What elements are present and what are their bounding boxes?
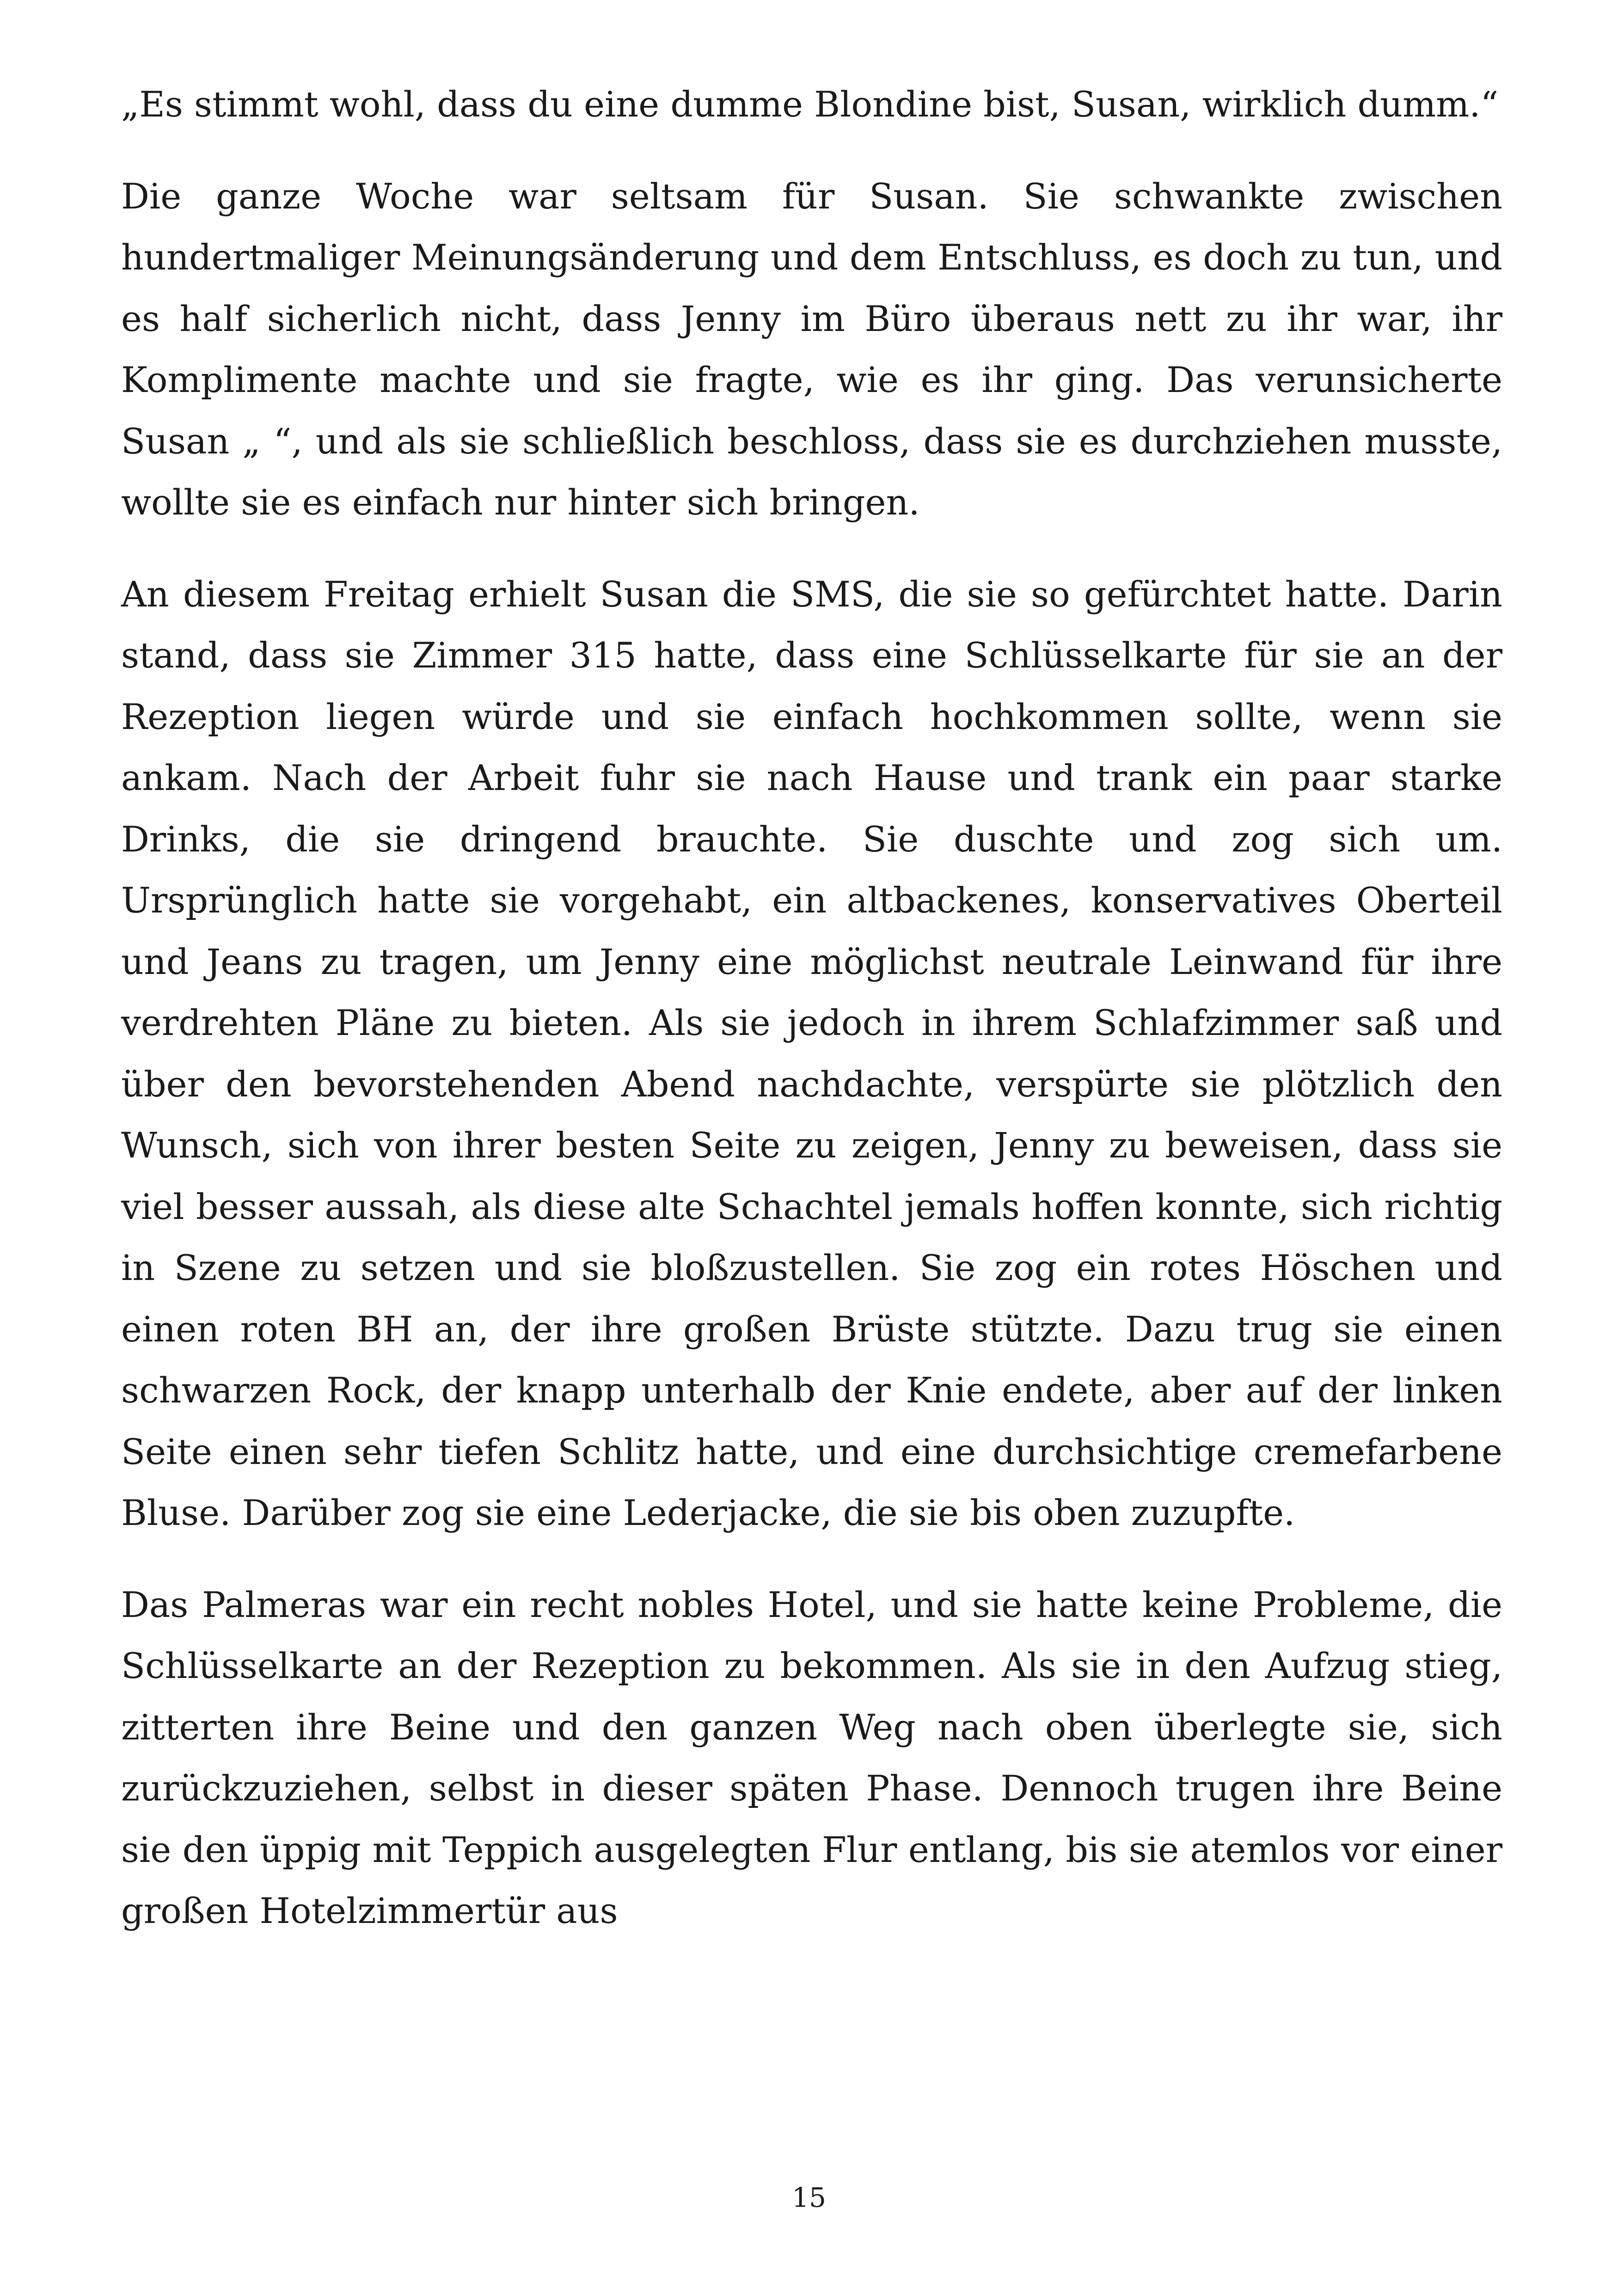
paragraph-4: Das Palmeras war ein recht nobles Hotel, und sie hatte keine Probleme, die Schlüsselkarte an der Rezeption zu bekommen. Als sie in den Aufzug stieg, zitterten ihre Beine und den ganzen Weg nach oben überlegte sie, sich zurückzuziehen, selbst in dieser späten Phase. Dennoch trugen ihre Beine sie den üppig mit Teppich ausgelegten Flur entlang, bis sie atemlos vor einer großen Hotelzimmertür aus [121, 1584, 1502, 1931]
paragraph-2: Die ganze Woche war seltsam für Susan. Sie schwankte zwischen hundertmaliger Meinungsänderung und dem Entschluss, es doch zu tun, und es half sicherlich nicht, dass Jenny im Büro überaus nett zu ihr war, ihr Komplimente machte und sie fragte, wie es ihr ging. Das verunsicherte Susan „ “, und als sie schließlich beschloss, dass sie es durchziehen musste, wollte sie es einfach nur hinter sich bringen. [121, 175, 1502, 523]
paragraph-1: „Es stimmt wohl, dass du eine dumme Blondine bist, Susan, wirklich dumm.“ [121, 84, 1499, 125]
body-text [121, 74, 1502, 1972]
paragraph-3: An diesem Freitag erhielt Susan die SMS, die sie so gefürchtet hatte. Darin stand, dass sie Zimmer 315 hatte, dass eine Schlüsselkarte für sie an der Rezeption liegen würde und sie einfach hochkommen sollte, wenn sie ankam. Nach der Arbeit fuhr sie nach Hause und trank ein paar starke Drinks, die sie dringend brauchte. Sie duschte und zog sich um. Ursprünglich hatte sie vorgehabt, ein altbackenes, konservatives Oberteil und Jeans zu tragen, um Jenny eine möglichst neutrale Leinwand für ihre verdrehten Pläne zu bieten. Als sie jedoch in ihrem Schlafzimmer saß und über den bevorstehenden Abend nachdachte, verspürte sie plötzlich den Wunsch, sich von ihrer besten Seite zu zeigen, Jenny zu beweisen, dass sie viel besser aussah, als diese alte Schachtel jemals hoffen konnte, sich richtig in Szene zu setzen und sie bloßzustellen. Sie zog ein rotes Höschen und einen roten BH an, der ihre großen Brüste stützte. Dazu trug sie einen schwarzen Rock, der knapp unterhalb der Knie endete, aber auf der linken Seite einen sehr tiefen Schlitz hatte, und eine durchsichtige cremefarbene Bluse. Darüber zog sie eine Lederjacke, die sie bis oben zuzupfte. [121, 573, 1502, 1533]
page-number: 15 [792, 2182, 826, 2213]
